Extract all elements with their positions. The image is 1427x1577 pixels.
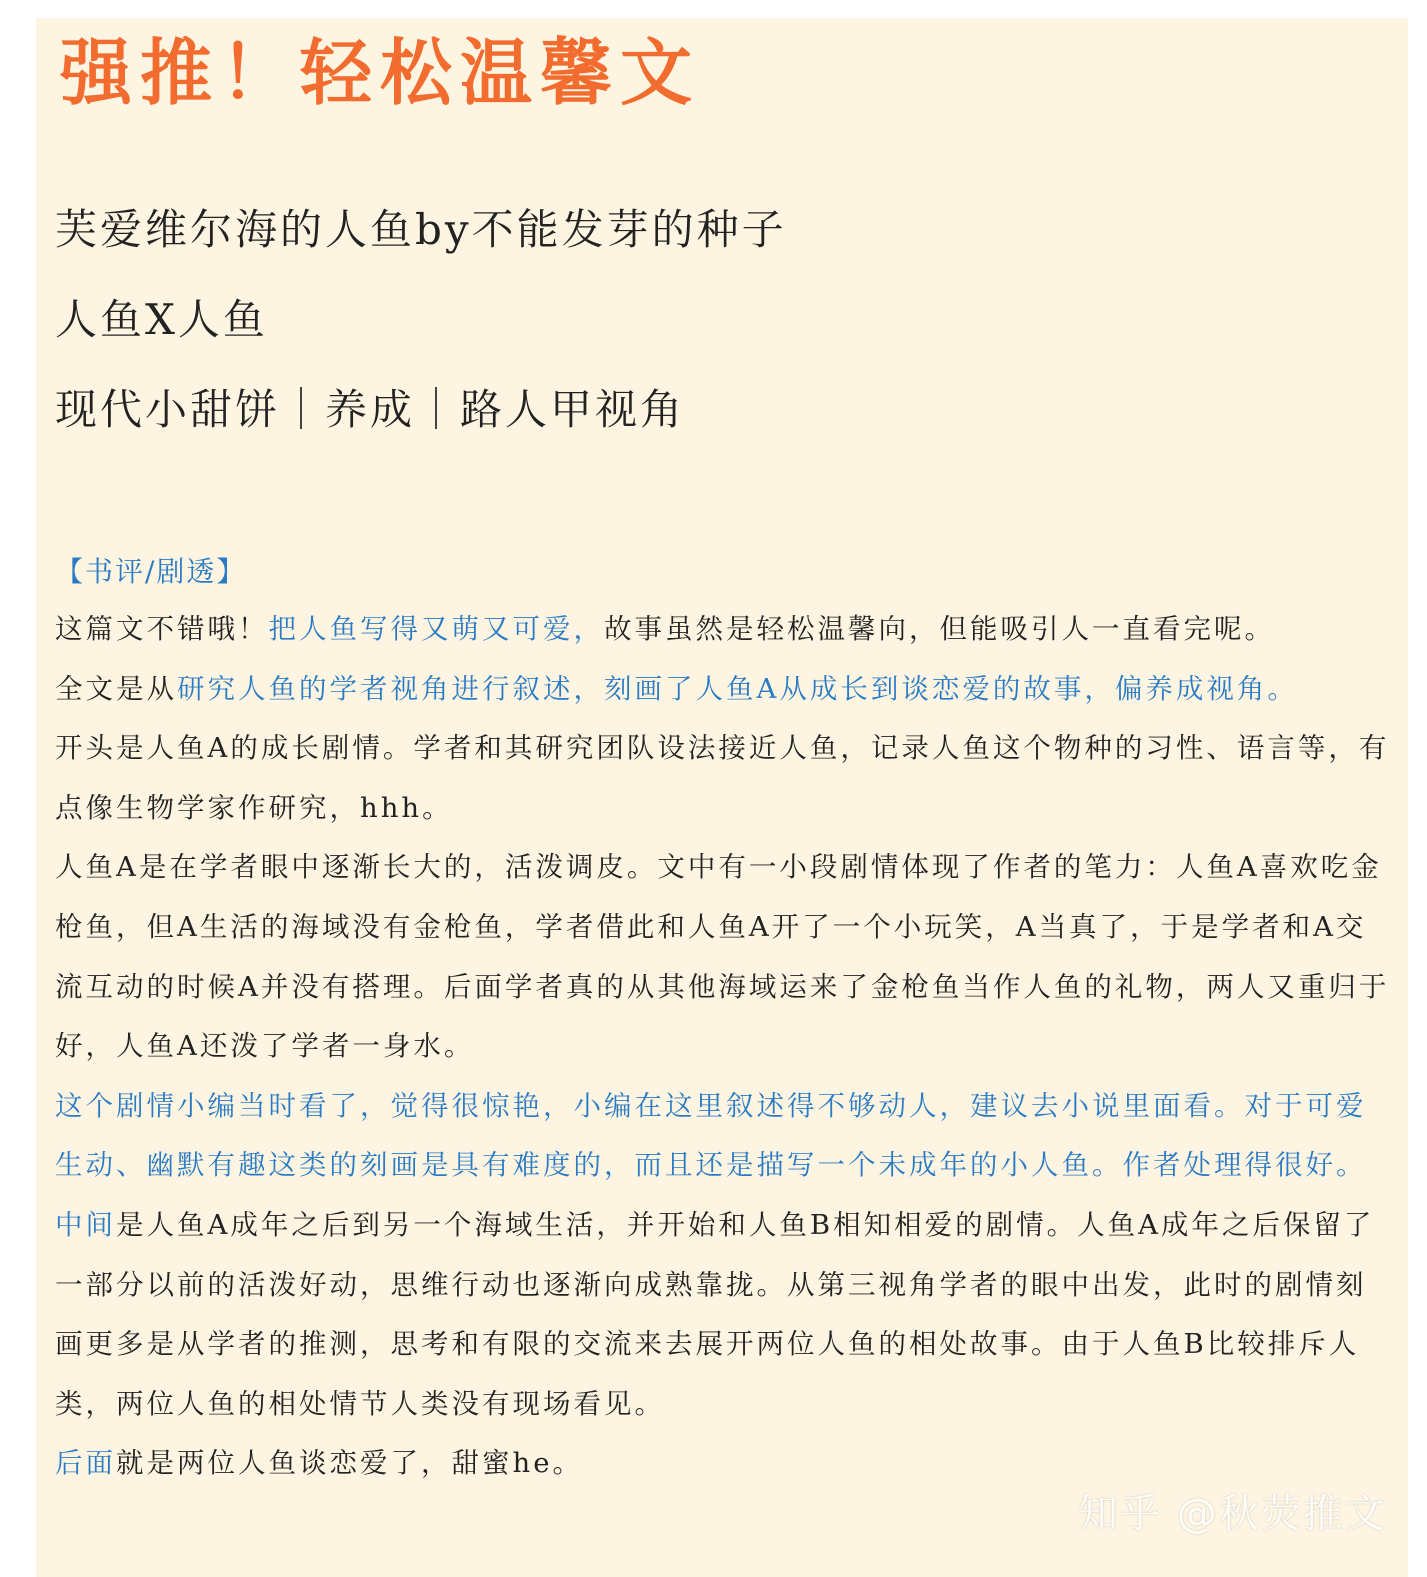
review-text: 开头是人鱼A的成长剧情。学者和其研究团队设法接近人鱼，记录人鱼这个物种的习性、语言等，有点像生物学家作研究，hhh。 [55, 732, 1390, 824]
review-paragraph [55, 719, 1395, 838]
review-highlight: 这个剧情小编当时看了，觉得很惊艳，小编在这里叙述得不够动人，建议去小说里面看。对于可爱生动、幽默有趣这类的刻画是具有难度的，而且还是描写一个未成年的小人鱼。作者处理得很好。 [55, 1089, 1367, 1182]
section-label: 【书评/剧透】 [55, 555, 247, 588]
review-text: 是人鱼A成年之后到另一个海域生活，并开始和人鱼B相知相爱的剧情。人鱼A成年之后保留了一部分以前的活泼好动，思维行动也逐渐向成熟靠拢。从第三视角学者的眼中出发，此时的剧情刻画更多是从学者的推测，思考和有限的交流来去展开两位人鱼的相处故事。由于人鱼B比较排斥人类，两位人鱼的相处情节人类没有现场看见。 [55, 1208, 1375, 1420]
review-text: 人鱼A是在学者眼中逐渐长大的，活泼调皮。文中有一小段剧情体现了作者的笔力：人鱼A喜欢吃金枪鱼，但A生活的海域没有金枪鱼，学者借此和人鱼A开了一个小玩笑，A当真了，于是学者和A交流互动的时候A并没有搭理。后面学者真的从其他海域运来了金枪鱼当作人鱼的礼物，两人又重归于好，人鱼A还泼了学者一身水。 [55, 851, 1390, 1063]
zhihu-watermark: 知乎 @秋荧推文 [1078, 1491, 1387, 1537]
page-title: 强推！轻松温馨文 [60, 30, 701, 115]
book-pairing: 人鱼X人鱼 [55, 295, 268, 344]
review-text: 这篇文不错哦！ [55, 613, 269, 645]
review-text: 就是两位人鱼谈恋爱了，甜蜜he。 [116, 1447, 583, 1480]
review-highlight: 把人鱼写得又萌又可爱， [268, 613, 604, 645]
review-paragraph [55, 838, 1395, 1076]
review-body [55, 600, 1395, 1494]
review-paragraph [55, 600, 1395, 660]
review-paragraph [55, 1196, 1395, 1434]
review-text: 全文是从 [55, 672, 177, 705]
review-paragraph [55, 1077, 1395, 1196]
review-highlight: 研究人鱼的学者视角进行叙述，刻画了人鱼A从成长到谈恋爱的故事，偏养成视角。 [177, 672, 1298, 705]
book-title: 芙爱维尔海的人鱼by不能发芽的种子 [55, 205, 787, 254]
review-text: 故事虽然是轻松温馨向，但能吸引人一直看完呢。 [604, 613, 1275, 645]
review-highlight: 中间 [55, 1208, 116, 1241]
book-tags: 现代小甜饼｜养成｜路人甲视角 [55, 385, 686, 434]
review-paragraph [55, 660, 1395, 720]
review-highlight: 后面 [55, 1447, 116, 1480]
